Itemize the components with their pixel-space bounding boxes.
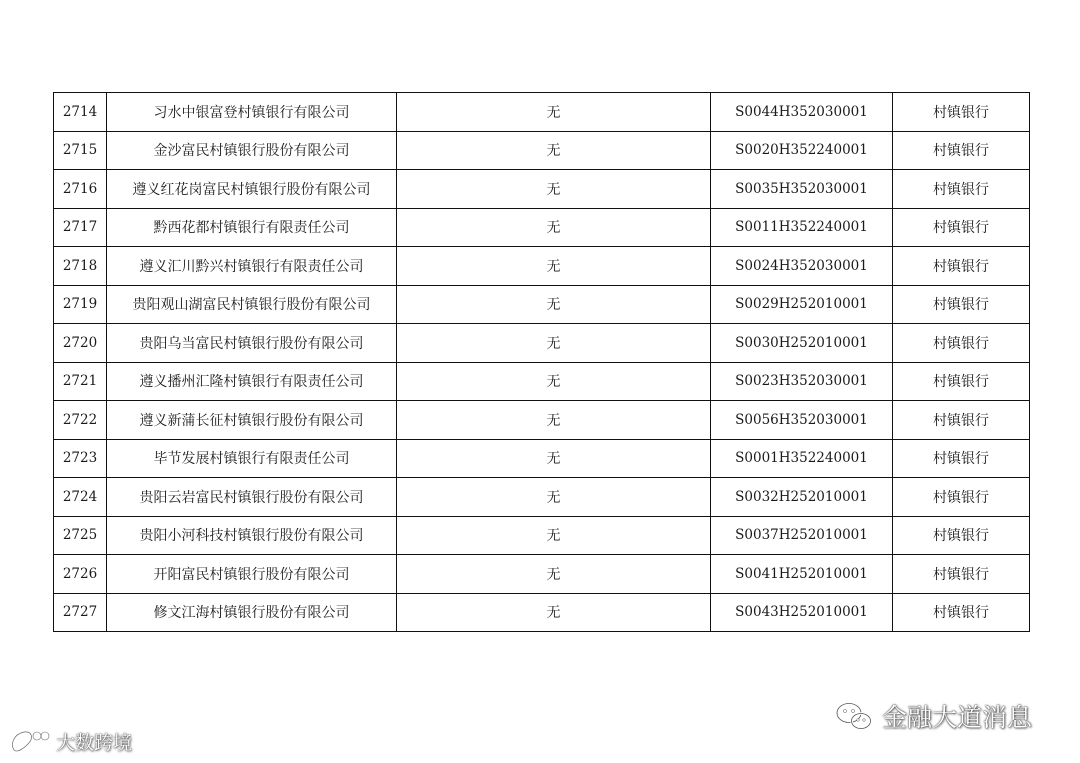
cell-serial-number: 2725 bbox=[54, 516, 107, 555]
cell-institution-type: 村镇银行 bbox=[893, 401, 1030, 440]
table-row bbox=[54, 324, 1030, 363]
cell-institution-type: 村镇银行 bbox=[893, 208, 1030, 247]
cell-institution-code: S0043H252010001 bbox=[711, 593, 893, 632]
cell-serial-number: 2716 bbox=[54, 170, 107, 209]
cell-institution-name: 毕节发展村镇银行有限责任公司 bbox=[107, 439, 397, 478]
cell-institution-type: 村镇银行 bbox=[893, 131, 1030, 170]
cell-institution-name: 习水中银富登村镇银行有限公司 bbox=[107, 93, 397, 132]
cell-previous-name: 无 bbox=[397, 478, 711, 517]
cell-institution-name: 贵阳乌当富民村镇银行股份有限公司 bbox=[107, 324, 397, 363]
cell-institution-type: 村镇银行 bbox=[893, 93, 1030, 132]
table-row bbox=[54, 362, 1030, 401]
cell-previous-name: 无 bbox=[397, 170, 711, 209]
table-row bbox=[54, 247, 1030, 286]
table-row bbox=[54, 208, 1030, 247]
cell-institution-type: 村镇银行 bbox=[893, 516, 1030, 555]
cell-institution-name: 贵阳云岩富民村镇银行股份有限公司 bbox=[107, 478, 397, 517]
cell-institution-code: S0029H252010001 bbox=[711, 285, 893, 324]
cell-institution-name: 黔西花都村镇银行有限责任公司 bbox=[107, 208, 397, 247]
cell-previous-name: 无 bbox=[397, 93, 711, 132]
cell-serial-number: 2722 bbox=[54, 401, 107, 440]
cell-institution-name: 金沙富民村镇银行股份有限公司 bbox=[107, 131, 397, 170]
cell-previous-name: 无 bbox=[397, 131, 711, 170]
cell-institution-name: 贵阳小河科技村镇银行股份有限公司 bbox=[107, 516, 397, 555]
cell-institution-type: 村镇银行 bbox=[893, 324, 1030, 363]
cell-institution-code: S0011H352240001 bbox=[711, 208, 893, 247]
cell-institution-name: 遵义新蒲长征村镇银行股份有限公司 bbox=[107, 401, 397, 440]
table-body bbox=[54, 93, 1030, 632]
cell-serial-number: 2718 bbox=[54, 247, 107, 286]
cell-serial-number: 2715 bbox=[54, 131, 107, 170]
cell-institution-code: S0023H352030001 bbox=[711, 362, 893, 401]
table-row bbox=[54, 401, 1030, 440]
watermark-left bbox=[8, 726, 132, 756]
cell-institution-code: S0024H352030001 bbox=[711, 247, 893, 286]
table-row bbox=[54, 516, 1030, 555]
cell-institution-type: 村镇银行 bbox=[893, 285, 1030, 324]
cell-serial-number: 2724 bbox=[54, 478, 107, 517]
cell-institution-name: 贵阳观山湖富民村镇银行股份有限公司 bbox=[107, 285, 397, 324]
cell-institution-type: 村镇银行 bbox=[893, 593, 1030, 632]
cell-previous-name: 无 bbox=[397, 439, 711, 478]
cell-institution-code: S0001H352240001 bbox=[711, 439, 893, 478]
cell-previous-name: 无 bbox=[397, 208, 711, 247]
table-row bbox=[54, 170, 1030, 209]
cell-institution-type: 村镇银行 bbox=[893, 247, 1030, 286]
cell-serial-number: 2714 bbox=[54, 93, 107, 132]
cell-previous-name: 无 bbox=[397, 593, 711, 632]
cell-institution-type: 村镇银行 bbox=[893, 362, 1030, 401]
cell-institution-name: 遵义播州汇隆村镇银行有限责任公司 bbox=[107, 362, 397, 401]
cell-institution-name: 遵义汇川黔兴村镇银行有限责任公司 bbox=[107, 247, 397, 286]
cell-institution-code: S0056H352030001 bbox=[711, 401, 893, 440]
cell-previous-name: 无 bbox=[397, 324, 711, 363]
table-row bbox=[54, 439, 1030, 478]
cell-previous-name: 无 bbox=[397, 401, 711, 440]
cell-institution-type: 村镇银行 bbox=[893, 478, 1030, 517]
cell-institution-name: 开阳富民村镇银行股份有限公司 bbox=[107, 555, 397, 594]
cell-previous-name: 无 bbox=[397, 362, 711, 401]
bank-list-table bbox=[53, 92, 1030, 632]
wechat-icon bbox=[834, 700, 874, 732]
table-row bbox=[54, 131, 1030, 170]
cell-serial-number: 2727 bbox=[54, 593, 107, 632]
cell-institution-code: S0035H352030001 bbox=[711, 170, 893, 209]
cell-institution-code: S0037H252010001 bbox=[711, 516, 893, 555]
table-row bbox=[54, 93, 1030, 132]
watermark-right bbox=[834, 696, 1032, 736]
cell-previous-name: 无 bbox=[397, 555, 711, 594]
cell-institution-name: 修文江海村镇银行股份有限公司 bbox=[107, 593, 397, 632]
watermark-right-text: 金融大道消息 bbox=[882, 703, 1033, 732]
table-row bbox=[54, 285, 1030, 324]
table-row bbox=[54, 478, 1030, 517]
weibo-logo-icon bbox=[8, 726, 52, 756]
cell-institution-code: S0030H252010001 bbox=[711, 324, 893, 363]
cell-institution-type: 村镇银行 bbox=[893, 170, 1030, 209]
cell-institution-name: 遵义红花岗富民村镇银行股份有限公司 bbox=[107, 170, 397, 209]
table-row bbox=[54, 555, 1030, 594]
cell-institution-type: 村镇银行 bbox=[893, 439, 1030, 478]
cell-serial-number: 2719 bbox=[54, 285, 107, 324]
table-row bbox=[54, 593, 1030, 632]
cell-institution-code: S0041H252010001 bbox=[711, 555, 893, 594]
cell-institution-code: S0044H352030001 bbox=[711, 93, 893, 132]
cell-serial-number: 2717 bbox=[54, 208, 107, 247]
cell-serial-number: 2720 bbox=[54, 324, 107, 363]
cell-institution-code: S0020H352240001 bbox=[711, 131, 893, 170]
cell-serial-number: 2721 bbox=[54, 362, 107, 401]
cell-previous-name: 无 bbox=[397, 516, 711, 555]
cell-institution-code: S0032H252010001 bbox=[711, 478, 893, 517]
cell-institution-type: 村镇银行 bbox=[893, 555, 1030, 594]
watermark-left-text: 大数跨境 bbox=[56, 731, 133, 754]
cell-previous-name: 无 bbox=[397, 285, 711, 324]
cell-previous-name: 无 bbox=[397, 247, 711, 286]
cell-serial-number: 2723 bbox=[54, 439, 107, 478]
cell-serial-number: 2726 bbox=[54, 555, 107, 594]
